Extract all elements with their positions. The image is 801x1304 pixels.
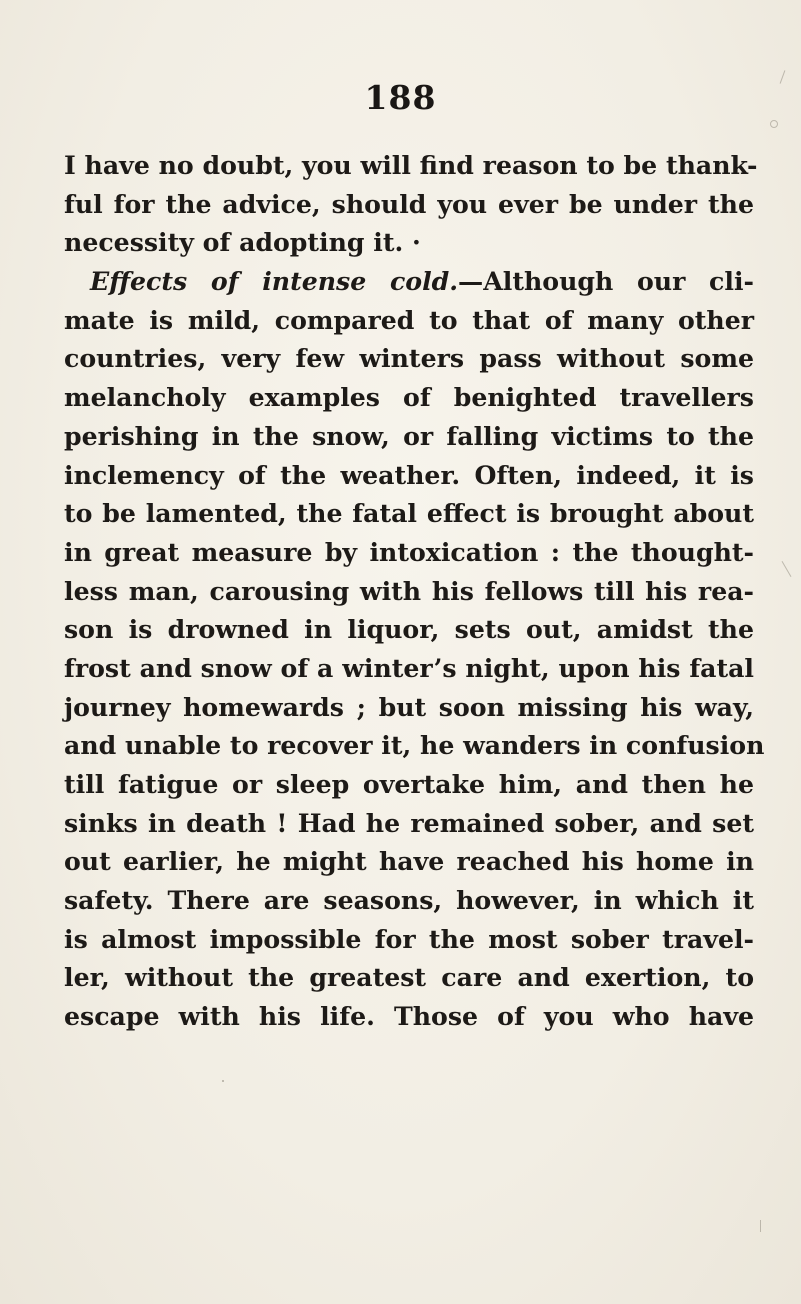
text-line-20: safety. There are seasons, however, in which it [64, 885, 754, 916]
text-line-23: escape with his life. Those of you who have [64, 1001, 754, 1032]
text-line-7: melancholy examples of benighted travellers [64, 382, 754, 413]
text-line-3: necessity of adopting it. · [64, 227, 421, 258]
paper-speck [222, 1080, 224, 1082]
text-line-12: less man, carousing with his fellows till his rea- [64, 575, 754, 606]
paper-speck [760, 1220, 761, 1232]
text-line-15: journey homewards ; but soon missing his way, [64, 691, 754, 722]
text-line-13: son is drowned in liquor, sets out, amidst the [64, 614, 754, 645]
text-line-10: to be lamented, the fatal effect is brought about [64, 498, 754, 529]
paper-speck [782, 561, 792, 577]
body-text [64, 146, 765, 1036]
text-line-17: till fatigue or sleep overtake him, and then he [64, 769, 754, 799]
page-number: 188 [364, 78, 437, 117]
text-line-11: in great measure by intoxication : the thought- [64, 536, 754, 567]
section-heading-line [64, 262, 754, 301]
paper-speck [770, 120, 778, 128]
text-line-14: frost and snow of a winter’s night, upon his fatal [64, 652, 754, 683]
text-line-6: countries, very few winters pass without some [64, 343, 754, 374]
section-heading-rest: —Although our cli- [458, 266, 754, 297]
text-line-19: out earlier, he might have reached his home in [64, 846, 754, 877]
text-line-2: ful for the advice, should you ever be under the [64, 188, 754, 219]
text-line-21: is almost impossible for the most sober travel- [64, 923, 754, 954]
text-line-9: inclemency of the weather. Often, indeed, it is [64, 459, 754, 490]
section-heading: Effects of intense cold. [90, 266, 459, 297]
text-line-22: ler, without the greatest care and exertion, to [64, 962, 754, 993]
text-line-8: perishing in the snow, or falling victims to the [64, 420, 754, 451]
text-line-5: mate is mild, compared to that of many other [64, 304, 754, 335]
text-line-1: I have no doubt, you will find reason to be thank- [64, 150, 758, 180]
text-line-18: sinks in death ! Had he remained sober, and set [64, 807, 754, 838]
text-line-16: and unable to recover it, he wanders in confusion [64, 730, 765, 761]
